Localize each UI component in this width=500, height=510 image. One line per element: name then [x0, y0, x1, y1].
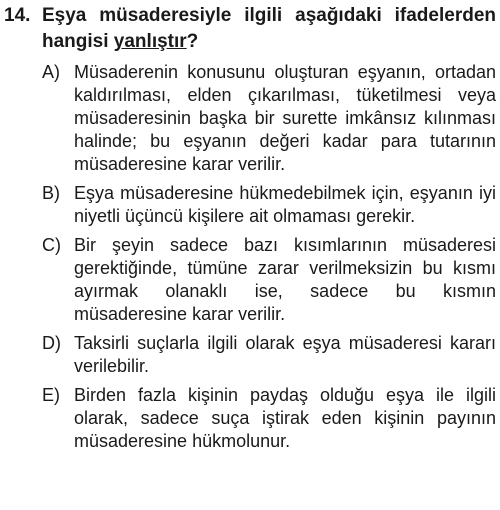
answer-options	[4, 61, 496, 453]
option-a[interactable]	[4, 61, 496, 176]
question-text-main: Eşya müsaderesiyle ilgili aşağıdaki ifadelerden hangisi	[42, 5, 496, 52]
option-c[interactable]	[4, 234, 496, 326]
option-c-letter: C)	[42, 235, 61, 255]
option-d-letter: D)	[42, 333, 61, 353]
option-c-text: Bir şeyin sadece bazı kısımlarının müsaderesi gerektiğinde, tümüne zarar verilmeksizin bu kısmı ayırmak olanaklı ise, sadece bu kısmın müsaderesine karar verilir.	[74, 235, 496, 324]
option-b-text: Eşya müsaderesine hükmedebilmek için, eşyanın iyi niyetli üçüncü kişilere ait olmaması gerekir.	[74, 183, 496, 226]
question-mark: ?	[186, 31, 199, 52]
option-d-text: Taksirli suçlarla ilgili olarak eşya müsaderesi kararı verilebilir.	[74, 333, 496, 376]
option-e-letter: E)	[42, 385, 60, 405]
option-d[interactable]	[4, 332, 496, 378]
option-e-text: Birden fazla kişinin paydaş olduğu eşya ile ilgili olarak, sadece suça iştirak eden kişinin payının müsaderesine hükmolunur.	[74, 385, 496, 451]
option-a-letter: A)	[42, 62, 60, 82]
question-text	[42, 3, 496, 55]
question-keyword-underlined: yanlıştır	[113, 31, 187, 52]
question-stem	[4, 3, 496, 55]
question-number: 14.	[4, 5, 31, 26]
question-block	[4, 0, 496, 459]
option-b[interactable]	[4, 182, 496, 228]
option-b-letter: B)	[42, 183, 60, 203]
option-e[interactable]	[4, 384, 496, 453]
option-a-text: Müsaderenin konusunu oluşturan eşyanın, ortadan kaldırılması, elden çıkarılması, tüketilmesi veya müsaderesinin başka bir surette imkânsız kılınması halinde; bu eşyanın değeri kadar para tutarının müsaderesine karar verilir.	[74, 62, 496, 174]
